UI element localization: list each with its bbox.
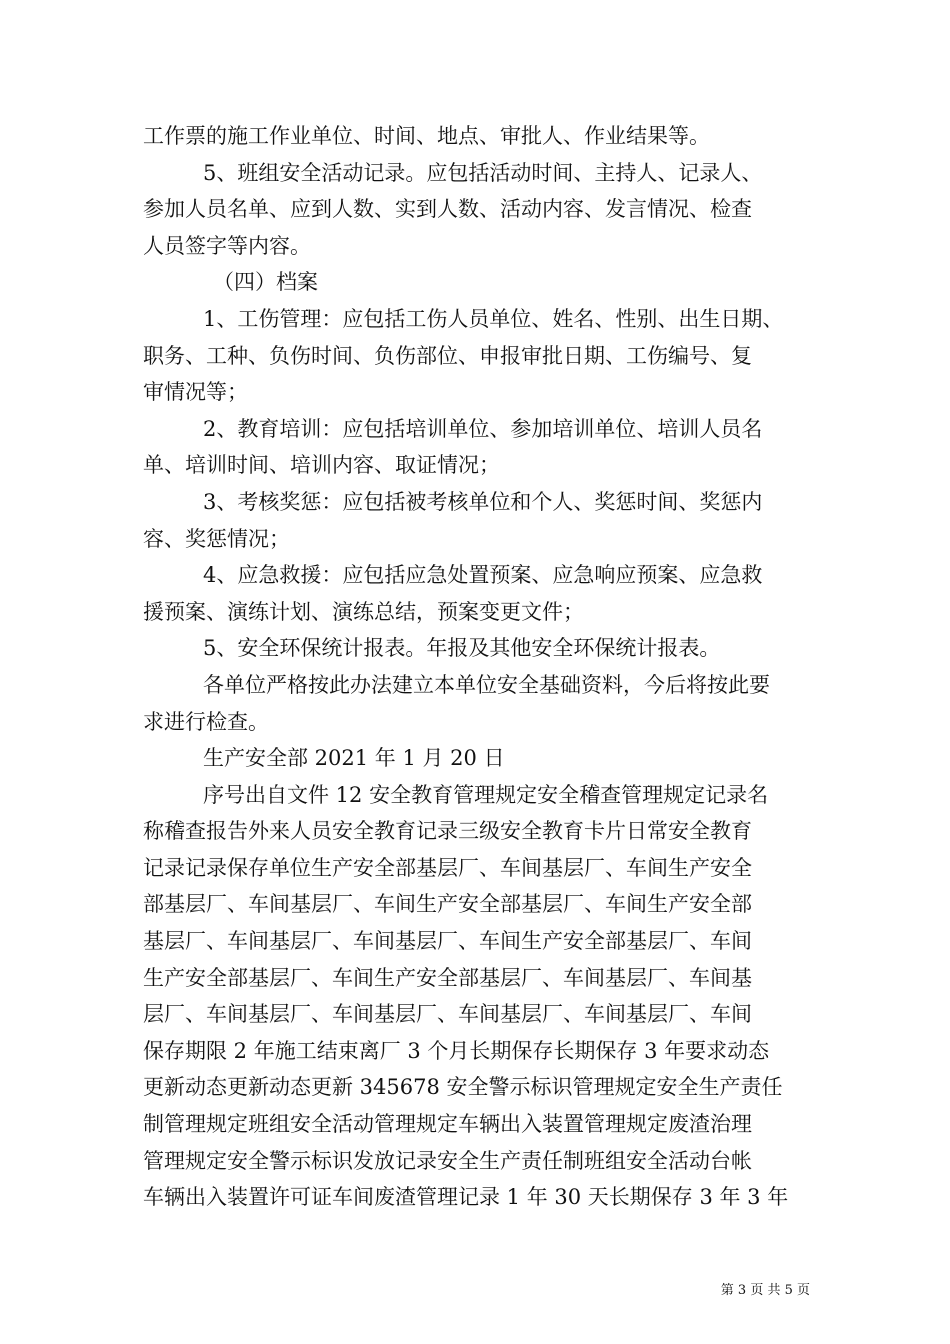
text-line: 更新动态更新动态更新 345678 安全警示标识管理规定安全生产责任: [143, 1075, 783, 1100]
text-line: 职务、工种、负伤时间、负伤部位、申报审批日期、工伤编号、复: [143, 343, 752, 368]
text-line: 求进行检查。: [143, 709, 269, 734]
text-line: 基层厂、车间基层厂、车间基层厂、车间生产安全部基层厂、车间: [143, 929, 752, 954]
page-number: 第 3 页 共 5 页: [720, 1283, 810, 1298]
text-line: 管理规定安全警示标识发放记录安全生产责任制班组安全活动台帐: [143, 1148, 752, 1173]
text-line: 5、安全环保统计报表。年报及其他安全环保统计报表。: [203, 636, 721, 661]
text-line: 制管理规定班组安全活动管理规定车辆出入装置管理规定废渣治理: [143, 1112, 752, 1137]
text-line: 5、班组安全活动记录。应包括活动时间、主持人、记录人、: [203, 160, 763, 185]
text-line: 容、奖惩情况；: [143, 526, 290, 551]
text-line: 参加人员名单、应到人数、实到人数、活动内容、发言情况、检查: [143, 197, 752, 222]
text-line: 人员签字等内容。: [143, 233, 311, 258]
text-line: 记录记录保存单位生产安全部基层厂、车间基层厂、车间生产安全: [143, 855, 752, 880]
section-heading: （四）档案: [213, 270, 318, 295]
text-line: 层厂、车间基层厂、车间基层厂、车间基层厂、车间基层厂、车间: [143, 1002, 752, 1027]
text-line: 单、培训时间、培训内容、取证情况；: [143, 453, 500, 478]
text-line: 保存期限 2 年施工结束离厂 3 个月长期保存长期保存 3 年要求动态: [143, 1038, 770, 1063]
text-line: 序号出自文件 12 安全教育管理规定安全稽查管理规定记录名: [203, 782, 769, 807]
text-line: 1、工伤管理：应包括工伤人员单位、姓名、性别、出生日期、: [203, 306, 784, 331]
signature-date: 生产安全部 2021 年 1 月 20 日: [203, 746, 505, 771]
text-line: 车辆出入装置许可证车间废渣管理记录 1 年 30 天长期保存 3 年 3 年: [143, 1185, 789, 1210]
text-line: 2、教育培训：应包括培训单位、参加培训单位、培训人员名: [203, 416, 763, 441]
text-line: 各单位严格按此办法建立本单位安全基础资料，今后将按此要: [203, 672, 770, 697]
text-line: 审情况等；: [143, 380, 248, 405]
text-line: 援预案、演练计划、演练总结，预案变更文件；: [143, 599, 584, 624]
document-body: [143, 118, 813, 1216]
text-line: 4、应急救援：应包括应急处置预案、应急响应预案、应急救: [203, 563, 763, 588]
text-line: 工作票的施工作业单位、时间、地点、审批人、作业结果等。: [143, 124, 710, 148]
text-line: 生产安全部基层厂、车间生产安全部基层厂、车间基层厂、车间基: [143, 965, 752, 990]
text-line: 3、考核奖惩：应包括被考核单位和个人、奖惩时间、奖惩内: [203, 489, 763, 514]
text-line: 部基层厂、车间基层厂、车间生产安全部基层厂、车间生产安全部: [143, 892, 752, 917]
text-line: 称稽查报告外来人员安全教育记录三级安全教育卡片日常安全教育: [143, 819, 752, 844]
